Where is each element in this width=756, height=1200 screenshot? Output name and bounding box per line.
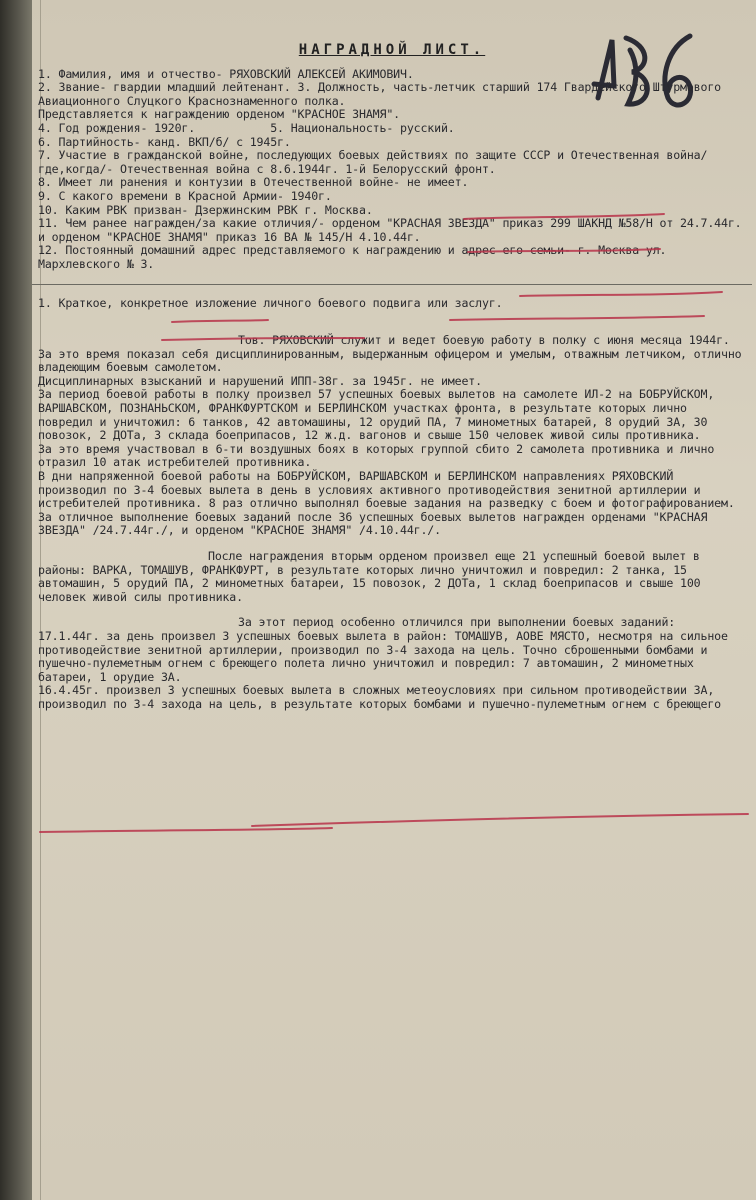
section-heading: 1. Краткое, конкретное изложение личного боевого подвига или заслуг. bbox=[38, 295, 503, 310]
field-nomination: Представляется к награждению орденом "КРАСНОЕ ЗНАМЯ". bbox=[38, 107, 400, 122]
paragraph-discipline: Дисциплинарных взысканий и нарушений ИПП-38г. за 1945г. не имеет. bbox=[38, 373, 482, 388]
award-sheet bbox=[38, 6, 749, 1194]
field-draft-office: 10. Каким РВК призван- Дзержинским РВК г. Москва. bbox=[38, 202, 373, 217]
paragraph-directions: В дни напряженной боевой работы на БОБРУЙСКОМ, ВАРШАВСКОМ и БЕРЛИНСКОМ направлениях РЯХОВСКИЙ производил по 3-4 боевых вылета в день в условиях активного противодействия зенитной артиллерии и истребителей противника. 8 раз отлично выполнял боевые задания на разведку с боем и фотографированием. bbox=[38, 469, 735, 511]
field-rank-position: 2. Звание- гвардии младший лейтенант. 3. Должность, часть-летчик старший 174 Гвардейского Штурмового Авиационного Слуцкого Краснознаменного полка. bbox=[38, 80, 728, 108]
field-name: 1. Фамилия, имя и отчество- РЯХОВСКИЙ АЛЕКСЕЙ АКИМОВИЧ. bbox=[38, 66, 414, 81]
paragraph-after-award: После награждения вторым орденом произвел еще 21 успешный боевой вылет в районы: ВАРКА, ТОМАШУВ, ФРАНКФУРТ, в результате которых лично уничтожил и повредил: 2 танка, 15 автомашин, 5 орудий ПА, 2 минометных батареи, 15 повозок, 2 ДОТа, 1 склад боеприпасов и свыше 100 человек живой силы противника. bbox=[38, 549, 708, 604]
field-home-address: 12. Постоянный домашний адрес представляемого к награждению и адрес его семьи- г. Москва ул. Мархлевского № 3. bbox=[38, 243, 674, 271]
paragraph-17-1-44: 17.1.44г. за день произвел 3 успешных боевых вылета в район: ТОМАШУВ, АОВЕ МЯСТО, несмотря на сильное противодействие зенитной артиллерии, производил по 3-4 захода на цель. Точно сброшенными бомбами и пушечно-пулеметным огнем с бреющего полета лично уничтожил и повредил: 7 автомашин, 2 минометных батареи, 1 орудие ЗА. bbox=[38, 628, 735, 684]
paragraph-air-battles: За это время участвовал в 6-ти воздушных боях в которых группой сбито 2 самолета противника и лично отразил 10 атак истребителей противника. bbox=[38, 441, 722, 470]
paragraph-sorties: За период боевой работы в полку произвел 57 успешных боевых вылетов на самолете ИЛ-2 на БОБРУЙСКОМ, ВАРШАВСКОМ, ПОЗНАНЬСКОМ, ФРАНКФУРТСКОМ и БЕРЛИНСКОМ участках фронта, в результате которых лично повредил и уничтожил: 6 танков, 42 автомашины, 12 орудий ПА, 7 минометных батарей, 8 орудий ЗА, 30 повозок, 2 ДОТа, 3 склада боеприпасов, 12 ж.д. вагонов и свыше 150 человек живой силы противника. bbox=[38, 387, 722, 443]
field-war-participation: 7. Участие в гражданской войне, последующих боевых действиях по защите СССР и Отечественная война/где,когда/- Отечественная война с 8.6.1944г. 1-й Белорусский фронт. bbox=[38, 148, 708, 176]
paragraph-16-4-45: 16.4.45г. произвел 3 успешных боевых вылета в сложных метеоусловиях при сильном противодействии ЗА, производил по 3-4 захода на цель, в результате которых бомбами и пушечно-пулеметным огнем с бреющего bbox=[38, 683, 722, 711]
paragraph-distinguished: За этот период особенно отличился при выполнении боевых заданий: bbox=[238, 615, 676, 630]
paragraph-awards: За отличное выполнение боевых заданий после 36 успешных боевых вылетов награжден орденами "КРАСНАЯ ЗВЕЗДА" /24.7.44г./, и орденом "КРАСНОЕ ЗНАМЯ" /4.10.44г./. bbox=[38, 509, 715, 538]
spacer bbox=[38, 272, 746, 284]
field-party: 6. Партийность- канд. ВКП/б/ с 1945г. bbox=[38, 134, 291, 149]
document-sheet bbox=[32, 0, 756, 1200]
field-birth-nationality: 4. Год рождения- 1920г. 5. Национальность- русский. bbox=[38, 120, 455, 135]
field-wounds: 8. Имеет ли ранения и контузии в Отечественной войне- не имеет. bbox=[38, 175, 469, 190]
field-previous-awards: 11. Чем ранее награжден/за какие отличия/- орденом "КРАСНАЯ ЗВЕЗДА" приказ 299 ШАКНД №58/Н от 24.7.44г. и орденом "КРАСНОЕ ЗНАМЯ" приказ 16 ВА № 145/Н 4.10.44г. bbox=[38, 216, 749, 244]
paragraph-intro: Тов. РЯХОВСКИЙ служит и ведет боевую работу в полку с июня месяца 1944г. За это время показал себя дисциплинированным, выдержанным офицером и умелым, отважным летчиком, отлично владеющим боевым самолетом. bbox=[38, 333, 749, 375]
document-title: НАГРАДНОЙ ЛИСТ. bbox=[298, 42, 486, 58]
spacer bbox=[38, 310, 746, 334]
spacer bbox=[38, 285, 746, 297]
field-army-since: 9. С какого времени в Красной Армии- 1940г. bbox=[38, 188, 332, 203]
